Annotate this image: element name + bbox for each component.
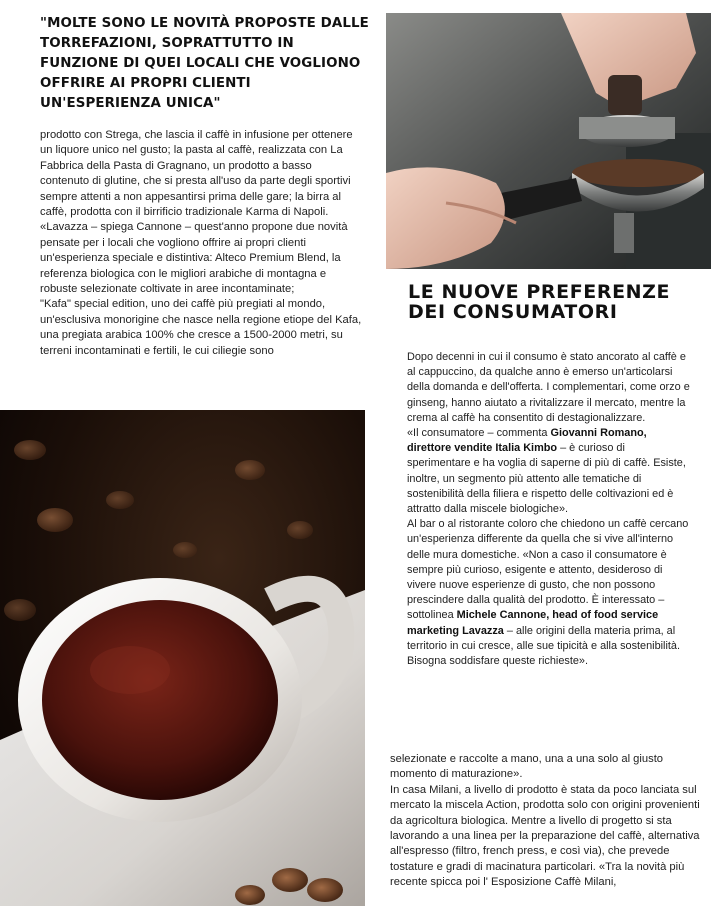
coffee-cup-photo [0, 410, 365, 906]
right-text-column [407, 350, 691, 669]
text-run: Al bar o al ristorante coloro che chiedono un caffè cercano un'esperienza differente da quella che si vive all'interno delle mura domestiche. «Non a caso il consumatore è sempre più curioso, esigente e attento, desideroso di vivere nuove esperienze di gusto, che non possono prescindere dalla qualità del prodotto. È interessato – sottolinea [407, 518, 689, 622]
right-paragraph [407, 426, 691, 517]
right-paragraph: Dopo decenni in cui il consumo è stato ancorato al caffè e al cappuccino, da qualche anno è emerso un'articolarsi della domanda e dell'offerta. I complementari, come orzo e ginseng, hanno aiutato a rivitalizzare il mercato, mentre la crema al caffè ha consentito di destagionalizzare. [407, 351, 690, 424]
text-run: «Il consumatore – commenta [407, 427, 551, 440]
speaker-name: Giovanni Romano, direttore vendite Italia Kimbo [407, 427, 647, 455]
text-run: – è curioso di sperimentare e ha voglia di saperne di più di caffè. Esiste, inoltre, un segmento più attento alle tematiche di sostenibilità della filiera e rispetto delle coltivazioni ed è attratto dalla miscele biologiche». [407, 442, 686, 516]
bottom-paragraph: selezionate e raccolte a mano, una a una solo al giusto momento di maturazione». [390, 753, 664, 781]
left-paragraph: "Kafa" special edition, uno dei caffè più pregiati al mondo, un'esclusiva monorigine che nasce nella regione etiope del Kafa, una pregiata arabica 100% che cresce a 1500-2000 metri, su terreni incontaminati e fertili, le cui ciliegie sono [40, 298, 362, 357]
left-text-column [40, 128, 362, 359]
section-heading: LE NUOVE PREFERENZE DEI CONSUMATORI [408, 281, 671, 323]
bottom-paragraph: In casa Milani, a livello di prodotto è stata da poco lanciata sul mercato la miscela Action, prodotta solo con origini provenienti da agricoltura biologica. Mentre a livello di progetto si sta lavorando a una linea per la preparazione del caffè, alternativa all'espresso (filtro, french press, e così via), che prevede tostature e gradi di macinatura particolari. «Tra la novità più recente spicca poi l' Esposizione Caffè Milani, [390, 783, 700, 889]
text-run: – alle origini della materia prima, al territorio in cui cresce, alle sue tipicità e alla sostenibilità. Bisogna soddisfare queste richieste». [407, 624, 680, 668]
speaker-name: Michele Cannone, head of food service marketing Lavazza [407, 609, 659, 637]
left-paragraph: «Lavazza – spiega Cannone – quest'anno propone due novità pensate per i locali che vogliono offrire ai propri clienti un'esperienza speciale e distintiva: Alteco Premium Blend, la referenza biologica con le migliori arabiche di montagna e robuste selezionate coltivate in aree incontaminate; [40, 221, 348, 296]
coffee-cup-illustration [0, 410, 365, 906]
right-paragraph [407, 517, 691, 669]
pull-quote: "MOLTE SONO LE NOVITÀ PROPOSTE DALLE TORREFAZIONI, SOPRATTUTTO IN FUNZIONE DI QUEI LOCALI CHE VOGLIONO OFFRIRE AI PROPRI CLIENTI UN'ESPERIENZA UNICA" [40, 16, 369, 111]
espresso-tamping-photo [386, 13, 711, 269]
espresso-tamping-illustration [386, 13, 711, 269]
left-paragraph: prodotto con Strega, che lascia il caffè in infusione per ottenere un liquore unico nel gusto; la pasta al caffè, realizzata con La Fabbrica della Pasta di Gragnano, un prodotto a basso contenuto di glutine, che si presta all'uso da parte degli sportivi sempre attenti a non appesantirsi prima delle gare; la birra al caffè, prodotta con il birrificio tradizionale Karma di Napoli. [40, 129, 353, 219]
bottom-text-column [390, 752, 701, 891]
